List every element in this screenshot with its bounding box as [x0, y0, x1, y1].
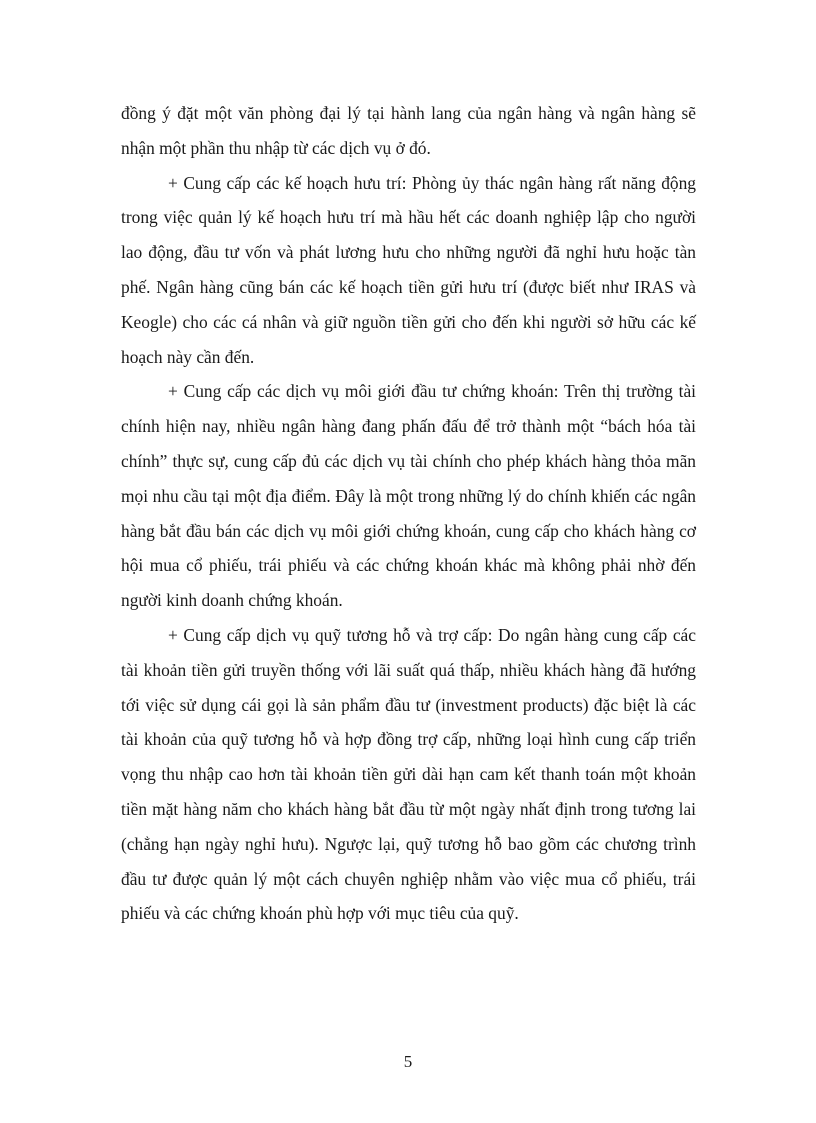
page-body — [121, 96, 696, 931]
page-number: 5 — [403, 1052, 413, 1071]
paragraph-retirement-plans: + Cung cấp các kế hoạch hưu trí: Phòng ủy thác ngân hàng rất năng động trong việc quản lý kế hoạch hưu trí mà hầu hết các doanh nghiệp lập cho người lao động, đầu tư vốn và phát lương hưu cho những người đã nghỉ hưu hoặc tàn phế. Ngân hàng cũng bán các kế hoạch tiền gửi hưu trí (được biết như IRAS và Keogle) cho các cá nhân và giữ nguồn tiền gửi cho đến khi người sở hữu các kế hoạch này cần đến. — [121, 172, 696, 367]
paragraph-brokerage-services: + Cung cấp các dịch vụ môi giới đầu tư chứng khoán: Trên thị trường tài chính hiện nay, nhiều ngân hàng đang phấn đấu để trở thành một “bách hóa tài chính” thực sự, cung cấp đủ các dịch vụ tài chính cho phép khách hàng thỏa mãn mọi nhu cầu tại một địa điểm. Đây là một trong những lý do chính khiến các ngân hàng bắt đầu bán các dịch vụ môi giới chứng khoán, cung cấp cho khách hàng cơ hội mua cổ phiếu, trái phiếu và các chứng khoán khác mà không phải nhờ đến người kinh doanh chứng khoán. — [121, 381, 696, 611]
paragraph-continuation: đồng ý đặt một văn phòng đại lý tại hành lang của ngân hàng và ngân hàng sẽ nhận một phần thu nhập từ các dịch vụ ở đó. — [121, 103, 696, 158]
paragraph-mutual-funds: + Cung cấp dịch vụ quỹ tương hỗ và trợ cấp: Do ngân hàng cung cấp các tài khoản tiền gửi truyền thống với lãi suất quá thấp, nhiều khách hàng đã hướng tới việc sử dụng cái gọi là sản phẩm đầu tư (investment products) đặc biệt là các tài khoản của quỹ tương hỗ và hợp đồng trợ cấp, những loại hình cung cấp triển vọng thu nhập cao hơn tài khoản tiền gửi dài hạn cam kết thanh toán một khoản tiền mặt hàng năm cho khách hàng bắt đầu từ một ngày nhất định trong tương lai (chẳng hạn ngày nghỉ hưu). Ngược lại, quỹ tương hỗ bao gồm các chương trình đầu tư được quản lý một cách chuyên nghiệp nhằm vào việc mua cổ phiếu, trái phiếu và các chứng khoán phù hợp với mục tiêu của quỹ. — [121, 624, 696, 924]
